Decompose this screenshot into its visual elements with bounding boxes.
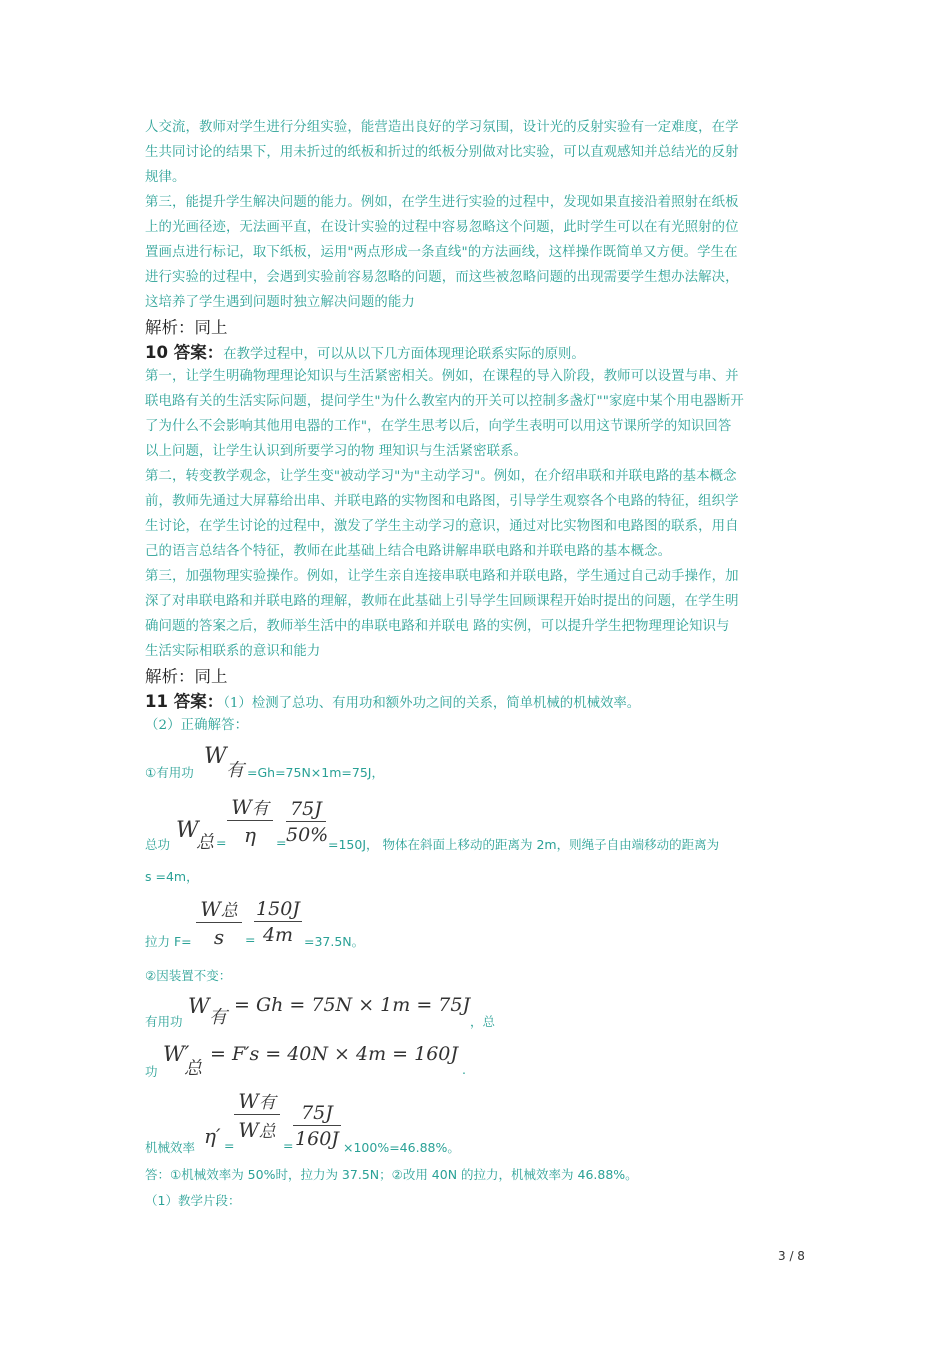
trailing-text: . <box>462 1062 466 1077</box>
paragraph-line: 前，教师先通过大屏幕给出串、并联电路的实物图和电路图，引导学生观察各个电路的特征，组织学 <box>145 494 739 509</box>
fraction-denominator: W总 <box>238 1118 276 1142</box>
math-symbol-w: W <box>176 818 199 843</box>
total-work-equation: =150J， 物体在斜面上移动的距离为 2m，则绳子自由端移动的距离为 <box>328 837 720 852</box>
paragraph-line: 以上问题，让学生认识到所要学习的物 理知识与生活紧密联系。 <box>145 444 528 459</box>
q10-label: 10 答案： <box>145 343 224 362</box>
fraction <box>227 794 273 847</box>
pull-force-prefix: 拉力 F= <box>145 934 192 949</box>
paragraph-line: 深了对串联电路和并联电路的理解，教师在此基础上引导学生回顾课程开始时提出的问题，在学生明 <box>145 594 739 609</box>
paragraph-line: 进行实验的过程中，会遇到实验前容易忽略的问题，而这些被忽略问题的出现需要学生想办法解决， <box>145 270 739 285</box>
paragraph-line: 这培养了学生遇到问题时独立解决问题的能力 <box>145 295 415 310</box>
fraction-denominator: 4m <box>262 924 294 946</box>
paragraph-line: 置画点进行标记，取下纸板，运用"两点形成一条直线"的方法画线，这样操作既简单又方便。学生在 <box>145 245 738 260</box>
equals-sign: = <box>276 835 287 850</box>
paragraph-line: 规律。 <box>145 170 186 185</box>
q11-heading <box>145 689 640 716</box>
trailing-text: ，总 <box>470 1014 496 1029</box>
analysis-label: 解析：同上 <box>145 318 228 337</box>
math-subscript: 总 <box>196 832 214 853</box>
math-symbol-eta: η′ <box>204 1124 221 1148</box>
fraction-denominator: 50% <box>286 824 329 846</box>
paragraph-line: 生讨论，在学生讨论的过程中，激发了学生主动学习的意识，通过对比实物图和电路图的联系，用自 <box>145 519 739 534</box>
math-subscript: 总 <box>184 1058 202 1079</box>
fraction-denominator: s <box>213 925 225 949</box>
fraction <box>254 898 302 946</box>
total-work-prefix: 功 <box>145 1064 158 1079</box>
q11-subheading: （2）正确解答： <box>145 718 249 733</box>
fraction <box>286 798 329 846</box>
useful-work-equation: =Gh=75N×1m=75J， <box>247 765 384 780</box>
q11-intro: （1）检测了总功、有用功和额外功之间的关系，简单机械的机械效率。 <box>223 696 641 711</box>
fraction-numerator: 150J <box>254 898 302 922</box>
paragraph-line: 确问题的答案之后，教师举生活中的串联电路和并联电 路的实例，可以提升学生把物理理论知识与 <box>145 619 730 634</box>
paragraph-line: 联电路有关的生活实际问题，提问学生"为什么教室内的开关可以控制多盏灯""家庭中某个用电器断开 <box>145 394 744 409</box>
fraction <box>293 1102 341 1150</box>
fraction-denominator: 160J <box>295 1128 339 1150</box>
paragraph-line: 了为什么不会影响其他用电器的工作"，在学生思考以后，向学生表明可以用这节课所学的知识回答 <box>145 419 732 434</box>
efficiency-prefix: 机械效率 <box>145 1140 196 1155</box>
equals-sign: = <box>245 932 256 947</box>
total-work-equation: = F′s = 40N × 4m = 160J <box>210 1043 458 1065</box>
fraction-numerator: 75J <box>286 798 326 822</box>
fraction-denominator: η <box>244 823 256 847</box>
q10-heading <box>145 340 585 367</box>
q10-intro: 在教学过程中，可以从以下几方面体现理论联系实际的原则。 <box>223 347 585 362</box>
equals-sign: = <box>224 1138 235 1153</box>
math-symbol-w: W <box>204 744 227 769</box>
paragraph-line: 上的光画径迹，无法画平直，在设计实验的过程中容易忽略这个问题，此时学生可以在有光照射的位 <box>145 220 739 235</box>
total-work-prefix: 总功 <box>145 837 171 852</box>
equals-sign: = <box>283 1138 294 1153</box>
fraction-numerator: W有 <box>227 794 273 821</box>
fraction-numerator: W有 <box>234 1088 280 1115</box>
paragraph-line: 第三，能提升学生解决问题的能力。例如，在学生进行实验的过程中，发现如果直接沿着照射在纸板 <box>145 195 739 210</box>
paragraph-line: 生活实际相联系的意识和能力 <box>145 644 321 659</box>
pull-force-result: =37.5N。 <box>304 934 365 949</box>
q11-label: 11 答案： <box>145 692 224 711</box>
fraction-numerator: W总 <box>196 896 242 923</box>
fraction-numerator: 75J <box>293 1102 341 1126</box>
teaching-segment-label: （1）教学片段： <box>145 1193 241 1208</box>
page-number: 3 / 8 <box>778 1249 805 1263</box>
paragraph-line: 第一，让学生明确物理理论知识与生活紧密相关。例如，在课程的导入阶段，教师可以设置与串、并 <box>145 369 739 384</box>
paragraph-line: 人交流，教师对学生进行分组实验，能营造出良好的学习氛围，设计光的反射实验有一定难度，在学 <box>145 120 739 135</box>
distance-line: s =4m， <box>145 869 199 884</box>
paragraph-line: 己的语言总结各个特征，教师在此基础上结合电路讲解串联电路和并联电路的基本概念。 <box>145 544 672 559</box>
fraction <box>196 896 242 949</box>
math-subscript: 有 <box>209 1007 227 1028</box>
math-subscript: 有 <box>226 760 244 781</box>
paragraph-line: 第三，加强物理实验操作。例如，让学生亲自连接串联电路和并联电路，学生通过自己动手操作，加 <box>145 569 739 584</box>
paragraph-line: 第二，转变教学观念，让学生变"被动学习"为"主动学习"。例如，在介绍串联和并联电路的基本概念 <box>145 469 737 484</box>
efficiency-result: ×100%=46.88%。 <box>343 1140 460 1155</box>
math-symbol-w-prime: W′ <box>163 1042 190 1066</box>
final-answer: 答：①机械效率为 50%时，拉力为 37.5N；②改用 40N 的拉力，机械效率为 46.88%。 <box>145 1167 638 1182</box>
useful-work-prefix: 有用功 <box>145 1014 183 1029</box>
useful-work-prefix: ①有用功 <box>145 765 194 780</box>
paragraph-line: 生共同讨论的结果下，用未折过的纸板和折过的纸板分别做对比实验，可以直观感知并总结光的反射 <box>145 145 739 160</box>
useful-work-equation: = Gh = 75N × 1m = 75J <box>234 994 471 1016</box>
analysis-label: 解析：同上 <box>145 667 228 686</box>
unchanged-label: ②因装置不变： <box>145 968 232 983</box>
fraction <box>234 1088 280 1142</box>
equals-sign: = <box>216 835 227 850</box>
math-symbol-w: W <box>188 994 210 1018</box>
